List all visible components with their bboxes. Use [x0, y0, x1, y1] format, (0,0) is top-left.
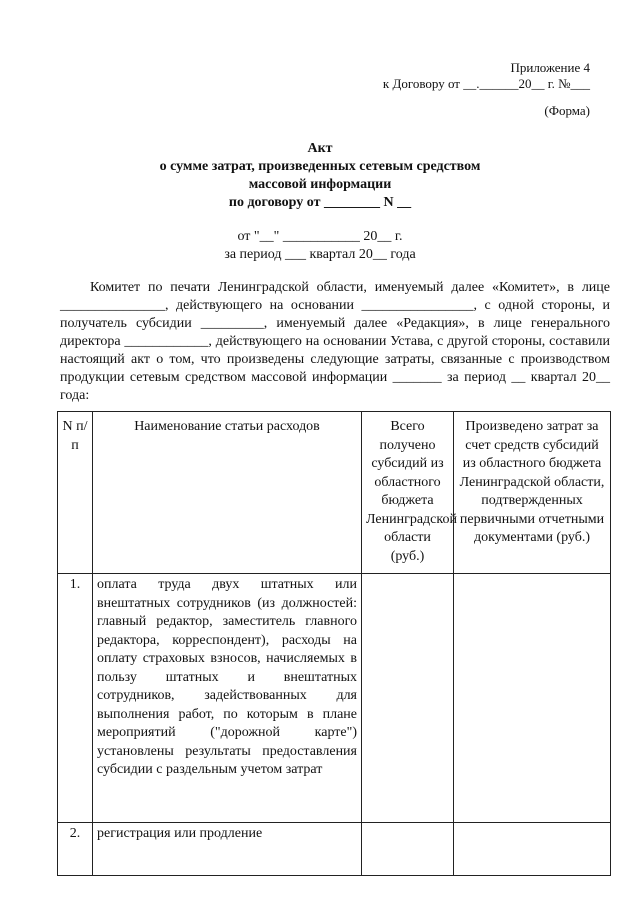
intro-paragraph: Комитет по печати Ленинградской области, именуемый далее «Комитет», в лице _______________, действующего на основании ________________, с одной стороны, и получатель субсидии _________, именуемый далее «Редакция», в лице генерального директора ____________, действующего на основании Устава, с другой стороны, составили настоящий акт о том, что произведены следующие затраты, связанные с производством продукции сетевым средством массовой информации _______ за период __ квартал 20__ года:: [60, 280, 610, 403]
row-received: [362, 574, 454, 823]
act-period: за период ___ квартал 20__ года: [224, 247, 416, 262]
row-num: 2.: [58, 823, 93, 876]
row-name: оплата труда двух штатных или внештатных сотрудников (из должностей: главный редактор, заместитель главного редактора, корреспондент), расходы на оплату страховых взносов, начисляемых в пользу штатных и внештатных сотрудников, задействованных для выполнения работ, по которым в плане мероприятий ("дорожной карте") установлены результаты предоставления субсидии с раздельным учетом затрат: [93, 574, 362, 823]
document-title-line-2: о сумме затрат, произведенных сетевым средством: [159, 159, 481, 174]
header-received: Всего получено субсидий из областного бюджета Ленинградской области (руб.): [362, 412, 454, 574]
expenses-table: [57, 411, 611, 876]
form-label: (Форма): [544, 103, 590, 118]
row-num: 1.: [58, 574, 93, 823]
table-row: [58, 823, 611, 876]
row-spent: [454, 574, 611, 823]
header-spent: Произведено затрат за счет средств субсидий из областного бюджета Ленинградской области, подтвержденных первичными отчетными документами (руб.): [454, 412, 611, 574]
contract-reference: к Договору от __.______20__ г. №___: [382, 76, 590, 91]
header-num: N п/п: [58, 412, 93, 574]
document-title-line-3: массовой информации: [248, 177, 392, 192]
document-title-line-4: по договору от ________ N __: [228, 195, 412, 210]
table-header-row: [58, 412, 611, 574]
row-spent: [454, 823, 611, 876]
row-received: [362, 823, 454, 876]
table-row: [58, 574, 611, 823]
document-title: Акт: [307, 141, 333, 156]
row-name: регистрация или продление: [93, 823, 362, 876]
appendix-label: Приложение 4: [510, 60, 590, 75]
header-name: Наименование статьи расходов: [93, 412, 362, 574]
act-date: от "__" ___________ 20__ г.: [237, 229, 403, 244]
